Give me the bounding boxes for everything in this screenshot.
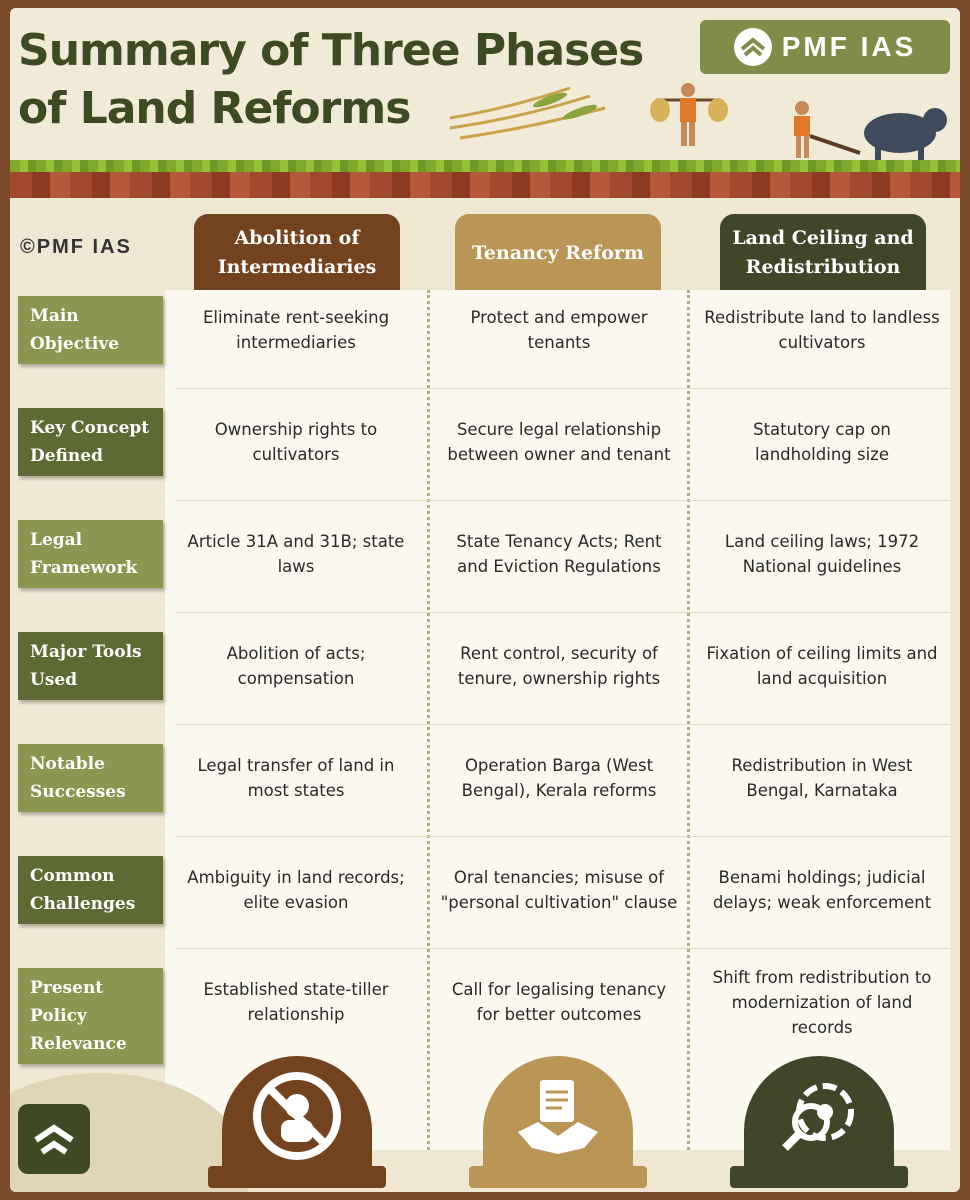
pmf-logo-icon — [734, 28, 772, 66]
row-label: Main Objective — [18, 296, 163, 364]
header — [10, 8, 960, 198]
footer-base — [469, 1166, 647, 1188]
title-line-2: of Land Reforms — [18, 83, 411, 134]
row-label: Major Tools Used — [18, 632, 163, 700]
column-header-ceiling: Land Ceiling and Redistribution — [720, 214, 926, 292]
table-cell: Oral tenancies; misuse of "personal cultivation" clause — [440, 868, 678, 912]
row-separator — [175, 500, 950, 501]
row-separator — [175, 612, 950, 613]
footer-base — [730, 1166, 908, 1188]
table-cell: Benami holdings; judicial delays; weak enforcement — [712, 868, 932, 912]
table-cell: State Tenancy Acts; Rent and Eviction Regulations — [456, 532, 662, 576]
row-separator — [175, 836, 950, 837]
column-header-abolition: Abolition of Intermediaries — [194, 214, 400, 292]
table-cell: Legal transfer of land in most states — [197, 756, 395, 800]
row-label: Key Concept Defined — [18, 408, 163, 476]
table-cell: Call for legalising tenancy for better outcomes — [451, 980, 667, 1024]
column-header-tenancy: Tenancy Reform — [455, 214, 661, 292]
table-cell: Eliminate rent-seeking intermediaries — [202, 308, 390, 352]
soil-strip — [10, 172, 960, 198]
table-cell: Ambiguity in land records; elite evasion — [187, 868, 405, 912]
farm-scene-illustration — [430, 78, 950, 168]
row-separator — [175, 388, 950, 389]
title-line-1: Summary of Three Phases — [18, 25, 644, 76]
footer-base — [208, 1166, 386, 1188]
column-divider-1 — [427, 290, 430, 1150]
copyright-label: ©PMF IAS — [20, 236, 132, 258]
table-cell: Ownership rights to cultivators — [214, 420, 378, 464]
grass-strip — [10, 160, 960, 172]
row-label: Legal Framework — [18, 520, 163, 588]
table-cell: Redistribute land to landless cultivators — [704, 308, 940, 352]
table-cell: Protect and empower tenants — [470, 308, 648, 352]
table-cell: Land ceiling laws; 1972 National guidelines — [724, 532, 920, 576]
table-cell: Rent control, security of tenure, ownership rights — [457, 644, 661, 688]
table-cell: Statutory cap on landholding size — [753, 420, 891, 464]
table-cell: Redistribution in West Bengal, Karnataka — [731, 756, 913, 800]
table-cell: Shift from redistribution to modernization of land records — [712, 967, 932, 1037]
table-cell: Article 31A and 31B; state laws — [187, 532, 405, 576]
pmf-corner-logo-icon — [18, 1104, 90, 1174]
table-cell: Established state-tiller relationship — [203, 980, 389, 1024]
row-separator — [175, 724, 950, 725]
row-label: Notable Successes — [18, 744, 163, 812]
row-label: Common Challenges — [18, 856, 163, 924]
brand-badge — [700, 20, 950, 74]
table-cell: Secure legal relationship between owner and tenant — [447, 420, 671, 464]
table-cell: Fixation of ceiling limits and land acquisition — [706, 644, 938, 688]
row-label: Present Policy Relevance — [18, 968, 163, 1064]
column-divider-2 — [687, 290, 690, 1150]
brand-name: PMF IAS — [781, 31, 917, 62]
infographic — [10, 8, 960, 1192]
row-separator — [175, 948, 950, 949]
table-cell: Abolition of acts; compensation — [226, 644, 366, 688]
table-cell: Operation Barga (West Bengal), Kerala reforms — [461, 756, 657, 800]
